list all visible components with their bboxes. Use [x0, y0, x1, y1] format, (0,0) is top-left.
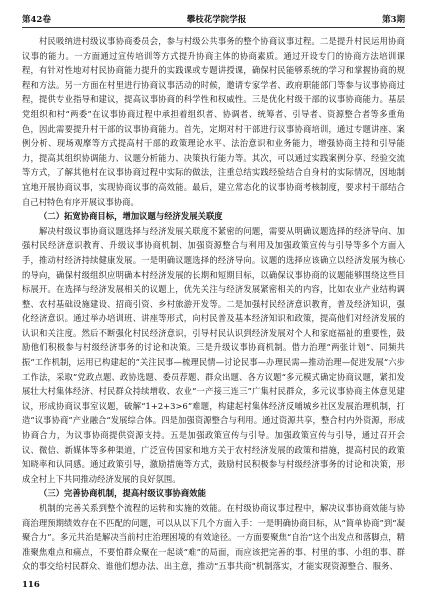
- article-body: [22, 34, 405, 574]
- paragraph-capacity: 村民吸纳进村级议事协商委员会，参与村级公共事务的整个协商议事过程。二是提升村民运用协商议事的能力。一方面通过宣传培训等方式提升协商主体的协商素质。通过开设专门的协商方法培训课程，有针对性地对村民协商能力提升的实践课或专题讲授课，确保村民能够系统的学习和掌握协商的规程和方法。另一方面在村里进行协商议事活动的时候，邀请专家学者、政府职能部门等参与议事协商过程，提供专业指导和建议，提高议事协商的科学性和权威性。三是优化村级干部的议事协商能力。基层党组织和村“两委”在议事协商过程中承担着组织者、协调者、统筹者、引导者、资源整合者等多重角色，因此需要提升村干部的议事协商能力。首先，定期对村干部进行议事协商培训，通过专题讲座、案例分析、现场观摩等方式提高村干部的政策理论水平、法治意识和业务能力，增强协商主持和引导能力，提高其组织协调能力、议题分析能力、决策执行能力等。其次，可以通过实践案例分享、经验交流等方式，了解其他村在议事协商过程中实际的做法，注重总结实践经验结合自身村的实际情况，因地制宜地开展协商议事，实现协商议事的高效能。最后，建立常态化的议事协商考核制度，要求村干部结合自己村特色有序开展议事协商。: [22, 36, 405, 207]
- running-header: [22, 11, 405, 27]
- paragraph-economic: 解决村级议事协商议题选择与经济发展关联度不紧密的问题，需要从明确议题选择的经济导向、加强村民经济意识教育、升级议事协商机制、加强资源整合与利用及加强政策宣传与引导等多个方面入手，推动村经济持续健康发展。一是明确议题选择的经济导向。议题的选择应该确立以经济发展为核心的导向，确保村级组织应明确本村经济发展的长期和短期目标，以确保议事协商的议题能够围绕这些目标展开。在选择与经济发展相关的议题上，优先关注与经济发展紧密相关的内容，比如农业产业结构调整、农村基础设施建设、招商引资、乡村旅游开发等。二是加强村民经济意识教育，普及经济知识，强化经济意识。通过举办培训班、讲座等形式，向村民普及基本经济知识和政策，提高他们对经济发展的认识和关注度。然后不断强化村民经济意识，引导村民认识到经济发展对个人和家庭福祉的重要性，鼓励他们积极参与村级经济事务的讨论和决策。三是升级议事协商机制。借力治理“两张计划”、同频共振“工作机制，运用已构建起的”关注民事—梳理民情—讨论民事—办理民需—推动治理—促进发展“六步工作法，采取”党政点题、政协选题、委员荐题、群众出题、各方议题“多元模式确定协商议题，紧扣发展壮大村集体经济、村民群众持续增收、农业“一产接三连三”广集村民群众，多元议事协商主体意见建议，形成协商议事室议题，破解“1+2+3>6”难题，构建起村集体经济反哺城乡社区发展治理机制，打造“议事协商”产业融合“发展综合体。四是加强资源整合与利用。通过资源共享，整合村内外资源，形成协商合力，为议事协商提供资源支持。五是加强政策宣传与引导。加强政策宣传与引导，通过召开会议、微信、新媒体等多种渠道，广泛宣传国家和地方关于农村经济发展的政策和措施，提高村民的政策知晓率和认同感。通过政策引导，激励措施等方式，鼓励村民积极参与村级经济事务的讨论和决策，形成全村上下共同推动经济发展的良好氛围。: [22, 225, 405, 484]
- section-heading-mechanism: （三）完善协商机制，提高村级议事协商效能: [39, 488, 206, 499]
- header-divider: [22, 27, 405, 28]
- issue-label: 第3期: [382, 15, 405, 25]
- volume-label: 第42卷: [22, 15, 51, 25]
- paragraph-mechanism: 机制的完善关系到整个流程的运转和实施的效能。在村级协商议事过程中，解决议事协商效能与协商治理预期绩效存在不匹配的问题，可以从以下几个方面入手：一是明确协商目标，从“简单协商”到“凝聚合力”。多元共治是解决当前村庄治理困境的有效途径。一方面要聚焦“自治”这个出发点和落脚点，精准聚焦难点和痛点，不要怕群众聚在一起谈“难”的局面，而应该把完善的事、村里的事、小组的事、群众的事交给村民群众、谁他们想办法、出主意，推动“五事共商”机制落实，才能实现资源整合、服务、: [22, 503, 405, 572]
- section-heading-economic: （二）拓宽协商目标，增加议题与经济发展关联度: [39, 211, 223, 222]
- journal-title: 攀枝花学院学报: [186, 15, 247, 25]
- page-number: 116: [22, 580, 40, 590]
